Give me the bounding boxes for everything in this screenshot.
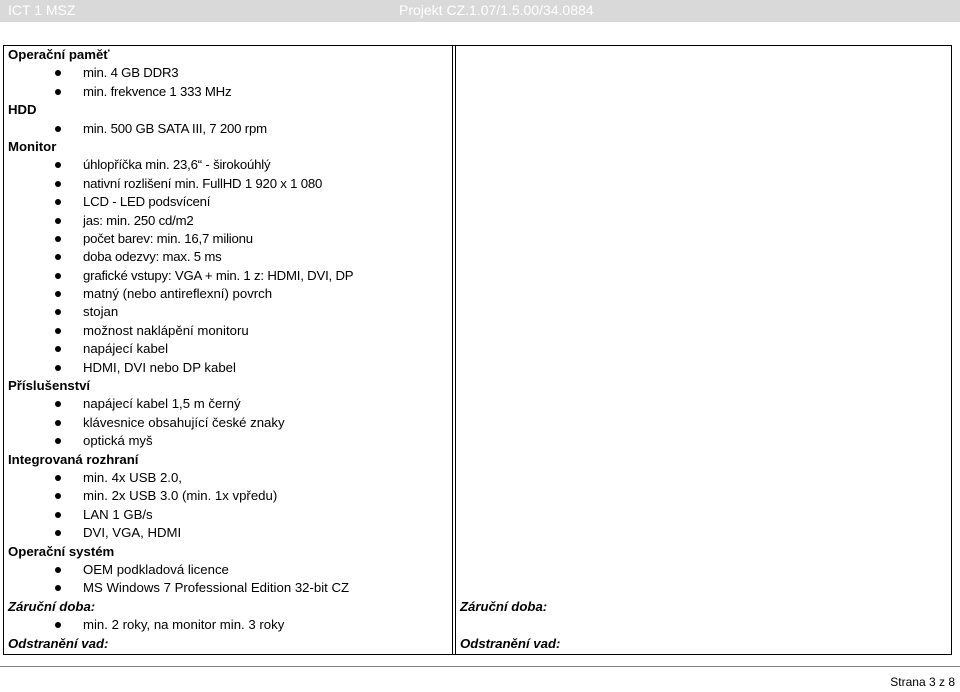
section-title-hdd: HDD <box>8 102 37 118</box>
page-header <box>0 0 960 22</box>
list-item: napájecí kabel 1,5 m černý <box>8 395 455 413</box>
list-item: matný (nebo antireflexní) povrch <box>8 285 455 303</box>
list-item: MS Windows 7 Professional Edition 32-bit CZ <box>8 579 455 597</box>
section-title-monitor: Monitor <box>8 138 57 154</box>
bullet-icon <box>55 236 61 242</box>
bullet-icon <box>55 254 61 260</box>
bullet-icon <box>55 401 61 407</box>
list-item: LCD - LED podsvícení <box>8 193 455 211</box>
list-item: možnost naklápění monitoru <box>8 322 455 340</box>
list-item: klávesnice obsahující české znaky <box>8 414 455 432</box>
list-item: úhlopříčka min. 23,6“ - širokoúhlý <box>8 156 455 174</box>
page-footer <box>0 666 960 692</box>
bullet-icon <box>55 530 61 536</box>
bullet-icon <box>55 162 61 168</box>
list-item: jas: min. 250 cd/m2 <box>8 212 455 230</box>
section-title-defects: Odstranění vad: <box>8 635 109 651</box>
list-item: doba odezvy: max. 5 ms <box>8 248 455 266</box>
list-item: min. 4 GB DDR3 <box>8 64 455 82</box>
bullet-icon <box>55 70 61 76</box>
bullet-icon <box>55 346 61 352</box>
list-item: min. 500 GB SATA III, 7 200 rpm <box>8 120 455 138</box>
bullet-icon <box>55 585 61 591</box>
section-title-warranty: Záruční doba: <box>8 598 96 614</box>
bullet-icon <box>55 420 61 426</box>
bullet-icon <box>55 273 61 279</box>
bullet-icon <box>55 89 61 95</box>
bullet-icon <box>55 309 61 315</box>
section-title-interfaces: Integrovaná rozhraní <box>8 451 139 467</box>
bullet-icon <box>55 218 61 224</box>
list-item: počet barev: min. 16,7 milionu <box>8 230 455 248</box>
bullet-icon <box>55 126 61 132</box>
section-title-os: Operační systém <box>8 543 115 559</box>
bullet-icon <box>55 622 61 628</box>
bullet-icon <box>55 365 61 371</box>
bullet-icon <box>55 181 61 187</box>
list-item: LAN 1 GB/s <box>8 506 455 524</box>
right-defects-label: Odstranění vad: <box>460 636 561 651</box>
page-number: Strana 3 z 8 <box>890 675 955 689</box>
bullet-icon <box>55 199 61 205</box>
bullet-icon <box>55 438 61 444</box>
list-item: napájecí kabel <box>8 340 455 358</box>
list-item: HDMI, DVI nebo DP kabel <box>8 359 455 377</box>
list-item: nativní rozlišení min. FullHD 1 920 x 1 080 <box>8 175 455 193</box>
list-item: optická myš <box>8 432 455 450</box>
bullet-icon <box>55 493 61 499</box>
bullet-icon <box>55 291 61 297</box>
section-title-accessories: Příslušenství <box>8 378 91 394</box>
header-right: Projekt CZ.1.07/1.5.00/34.0884 <box>399 2 594 18</box>
section-title-ram: Operační paměť <box>8 47 110 62</box>
bullet-icon <box>55 475 61 481</box>
list-item: DVI, VGA, HDMI <box>8 524 455 542</box>
spec-table <box>3 45 952 655</box>
header-left: ICT 1 MSZ <box>8 2 76 18</box>
list-item: OEM podkladová licence <box>8 561 455 579</box>
list-item: stojan <box>8 303 455 321</box>
bullet-icon <box>55 567 61 573</box>
list-item: min. frekvence 1 333 MHz <box>8 83 455 101</box>
column-divider-double <box>455 46 456 654</box>
list-item: min. 2 roky, na monitor min. 3 roky <box>8 616 455 634</box>
bullet-icon <box>55 328 61 334</box>
list-item: grafické vstupy: VGA + min. 1 z: HDMI, DVI, DP <box>8 267 455 285</box>
bullet-icon <box>55 512 61 518</box>
list-item: min. 2x USB 3.0 (min. 1x vpředu) <box>8 487 455 505</box>
list-item: min. 4x USB 2.0, <box>8 469 455 487</box>
spec-column <box>4 46 455 653</box>
right-warranty-label: Záruční doba: <box>460 599 548 614</box>
